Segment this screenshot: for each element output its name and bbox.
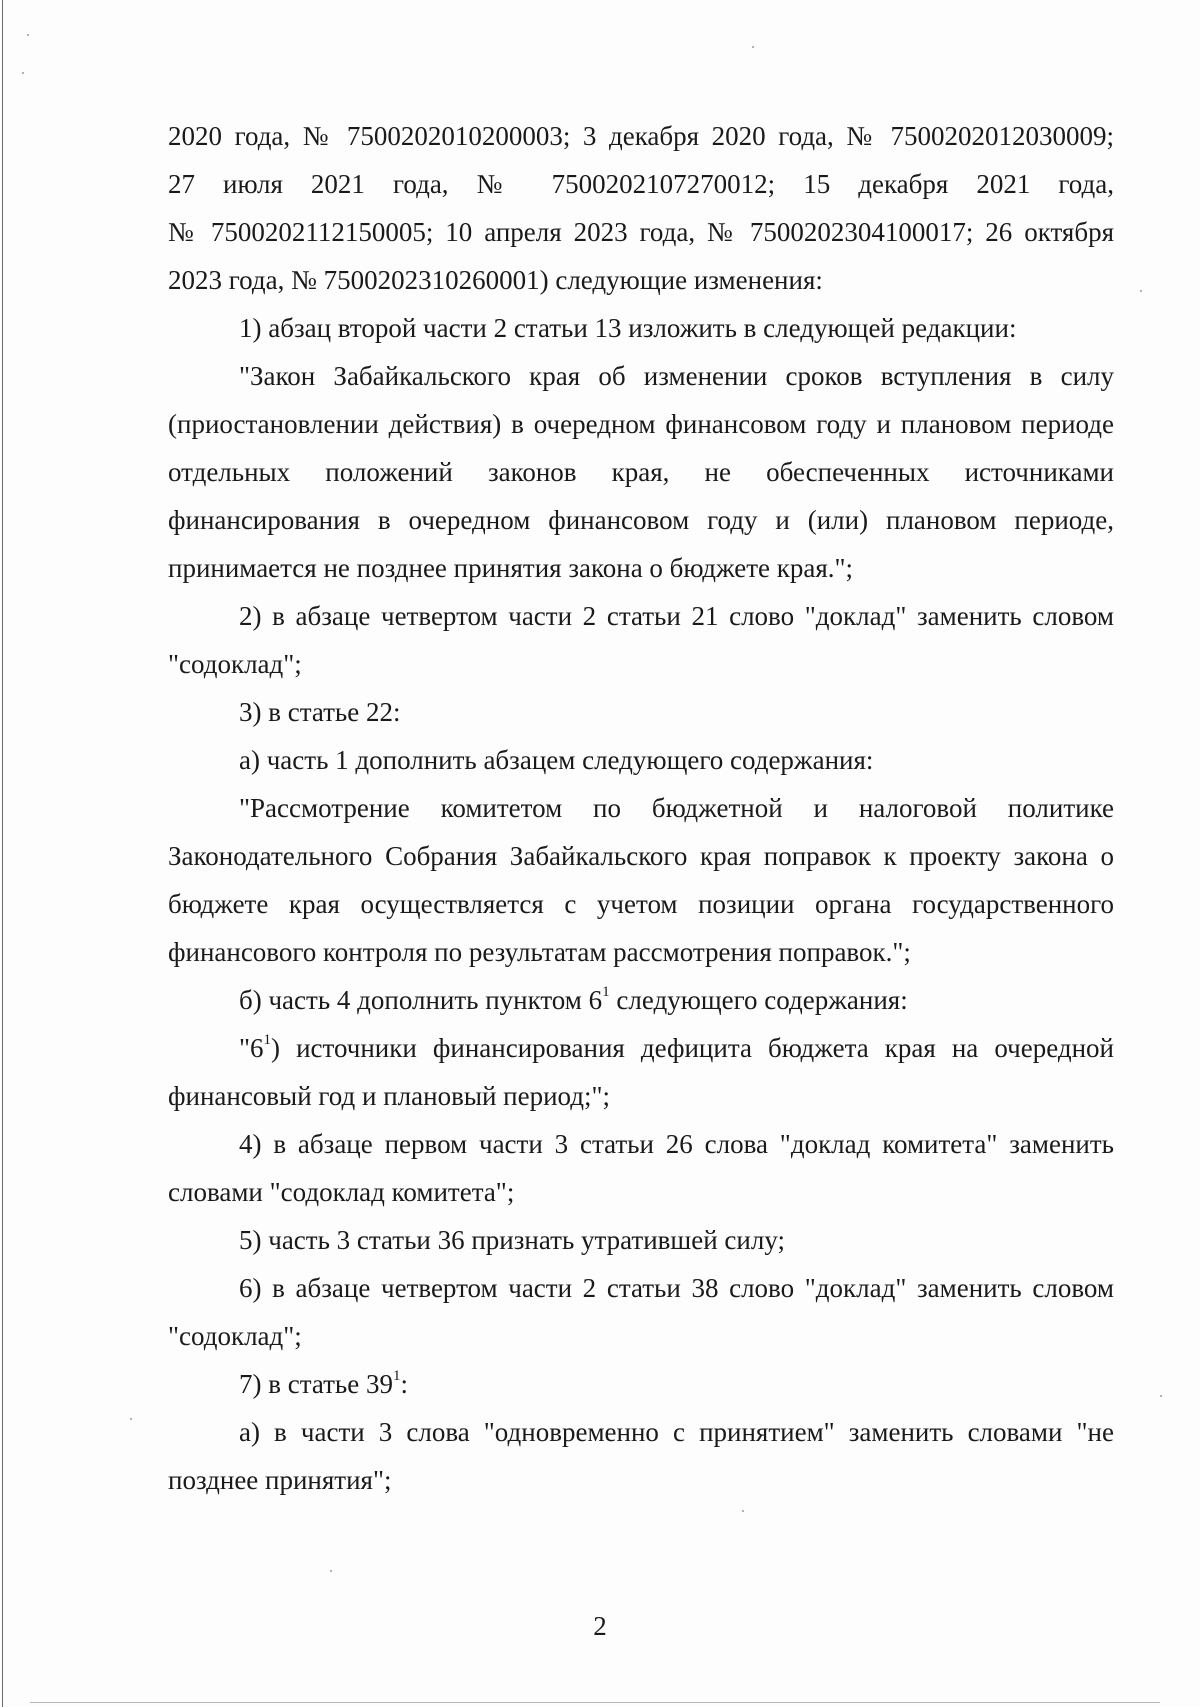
quote-item-1: "Закон Забайкальского края об изменении сроков вступления в силу (приостановлении действия) в очередном финансовом году и плановом периоде отдельных положений законов края, не обеспеченных источниками финансирования в очередном финансовом году и (или) плановом периоде, принимается не позднее принятия закона о бюджете края.";: [168, 361, 1114, 583]
amendment-item-1: 1) абзац второй части 2 статьи 13 изложить в следующей редакции:: [239, 313, 1017, 343]
amendment-item-7a: а) в части 3 слова "одновременно с принятием" заменить словами "не позднее принятия";: [168, 1417, 1114, 1495]
intro-paragraph: [168, 112, 1114, 304]
superscript: 1: [263, 1032, 272, 1048]
item-3b-text: б) часть 4 дополнить пунктом 6: [239, 985, 603, 1015]
amendment-item-5: 5) часть 3 статьи 36 признать утратившей силу;: [239, 1225, 785, 1255]
scan-speck: [1160, 1395, 1162, 1397]
superscript: 1: [392, 1368, 401, 1384]
superscript: 1: [602, 984, 610, 1000]
scan-speck: [1140, 290, 1142, 292]
scan-speck: [130, 1418, 132, 1420]
scan-speck: [752, 46, 754, 48]
document-body: [168, 112, 1114, 1504]
amendment-item-3a: а) часть 1 дополнить абзацем следующего содержания:: [239, 745, 874, 775]
amendment-item-3: 3) в статье 22:: [239, 697, 401, 727]
scan-speck: [22, 72, 24, 74]
quote-item-3a: "Рассмотрение комитетом по бюджетной и налоговой политике Законодательного Собрания Забайкальского края поправок к проекту закона о бюджете края осуществляется с учетом позиции органа государственного финансового контроля по результатам рассмотрения поправок.";: [168, 793, 1114, 967]
amendment-item-2: 2) в абзаце четвертом части 2 статьи 21 слово "доклад" заменить словом "содоклад";: [168, 601, 1114, 679]
scan-edge-bottom: [30, 1702, 1160, 1703]
intro-line: № 7500202112150005; 10 апреля 2023 года, № 7500202304100017; 26 октября: [168, 217, 1114, 247]
amendment-item-4: 4) в абзаце первом части 3 статьи 26 слова "доклад комитета" заменить словами "содоклад комитета";: [168, 1129, 1114, 1207]
amendment-item-7: [168, 1360, 1114, 1408]
amendment-item-6: 6) в абзаце четвертом части 2 статьи 38 слово "доклад" заменить словом "содоклад";: [168, 1273, 1114, 1351]
page-number: 2: [593, 1611, 607, 1641]
item-7-text: 7) в статье 39: [239, 1369, 393, 1399]
quote-item-3b: [168, 1024, 1114, 1120]
item-7-text-end: :: [400, 1369, 408, 1399]
amendment-item-3b: [168, 976, 1114, 1024]
scan-speck: [27, 34, 29, 36]
scan-speck: [330, 1570, 332, 1572]
quote-3b-text: "6: [239, 1033, 264, 1063]
intro-line: 2023 года, № 7500202310260001) следующие изменения:: [168, 265, 823, 295]
intro-line: 2020 года, № 7500202010200003; 3 декабря 2020 года, № 7500202012030009;: [168, 121, 1114, 151]
item-3b-text-end: следующего содержания:: [609, 985, 908, 1015]
scan-speck: [742, 1510, 744, 1512]
scan-edge-left: [2, 0, 3, 1707]
quote-3b-text-end: ) источники финансирования дефицита бюджета края на очередной финансовый год и плановый период;";: [168, 1033, 1114, 1111]
intro-line: 27 июля 2021 года, № 7500202107270012; 15 декабря 2021 года,: [168, 169, 1114, 199]
